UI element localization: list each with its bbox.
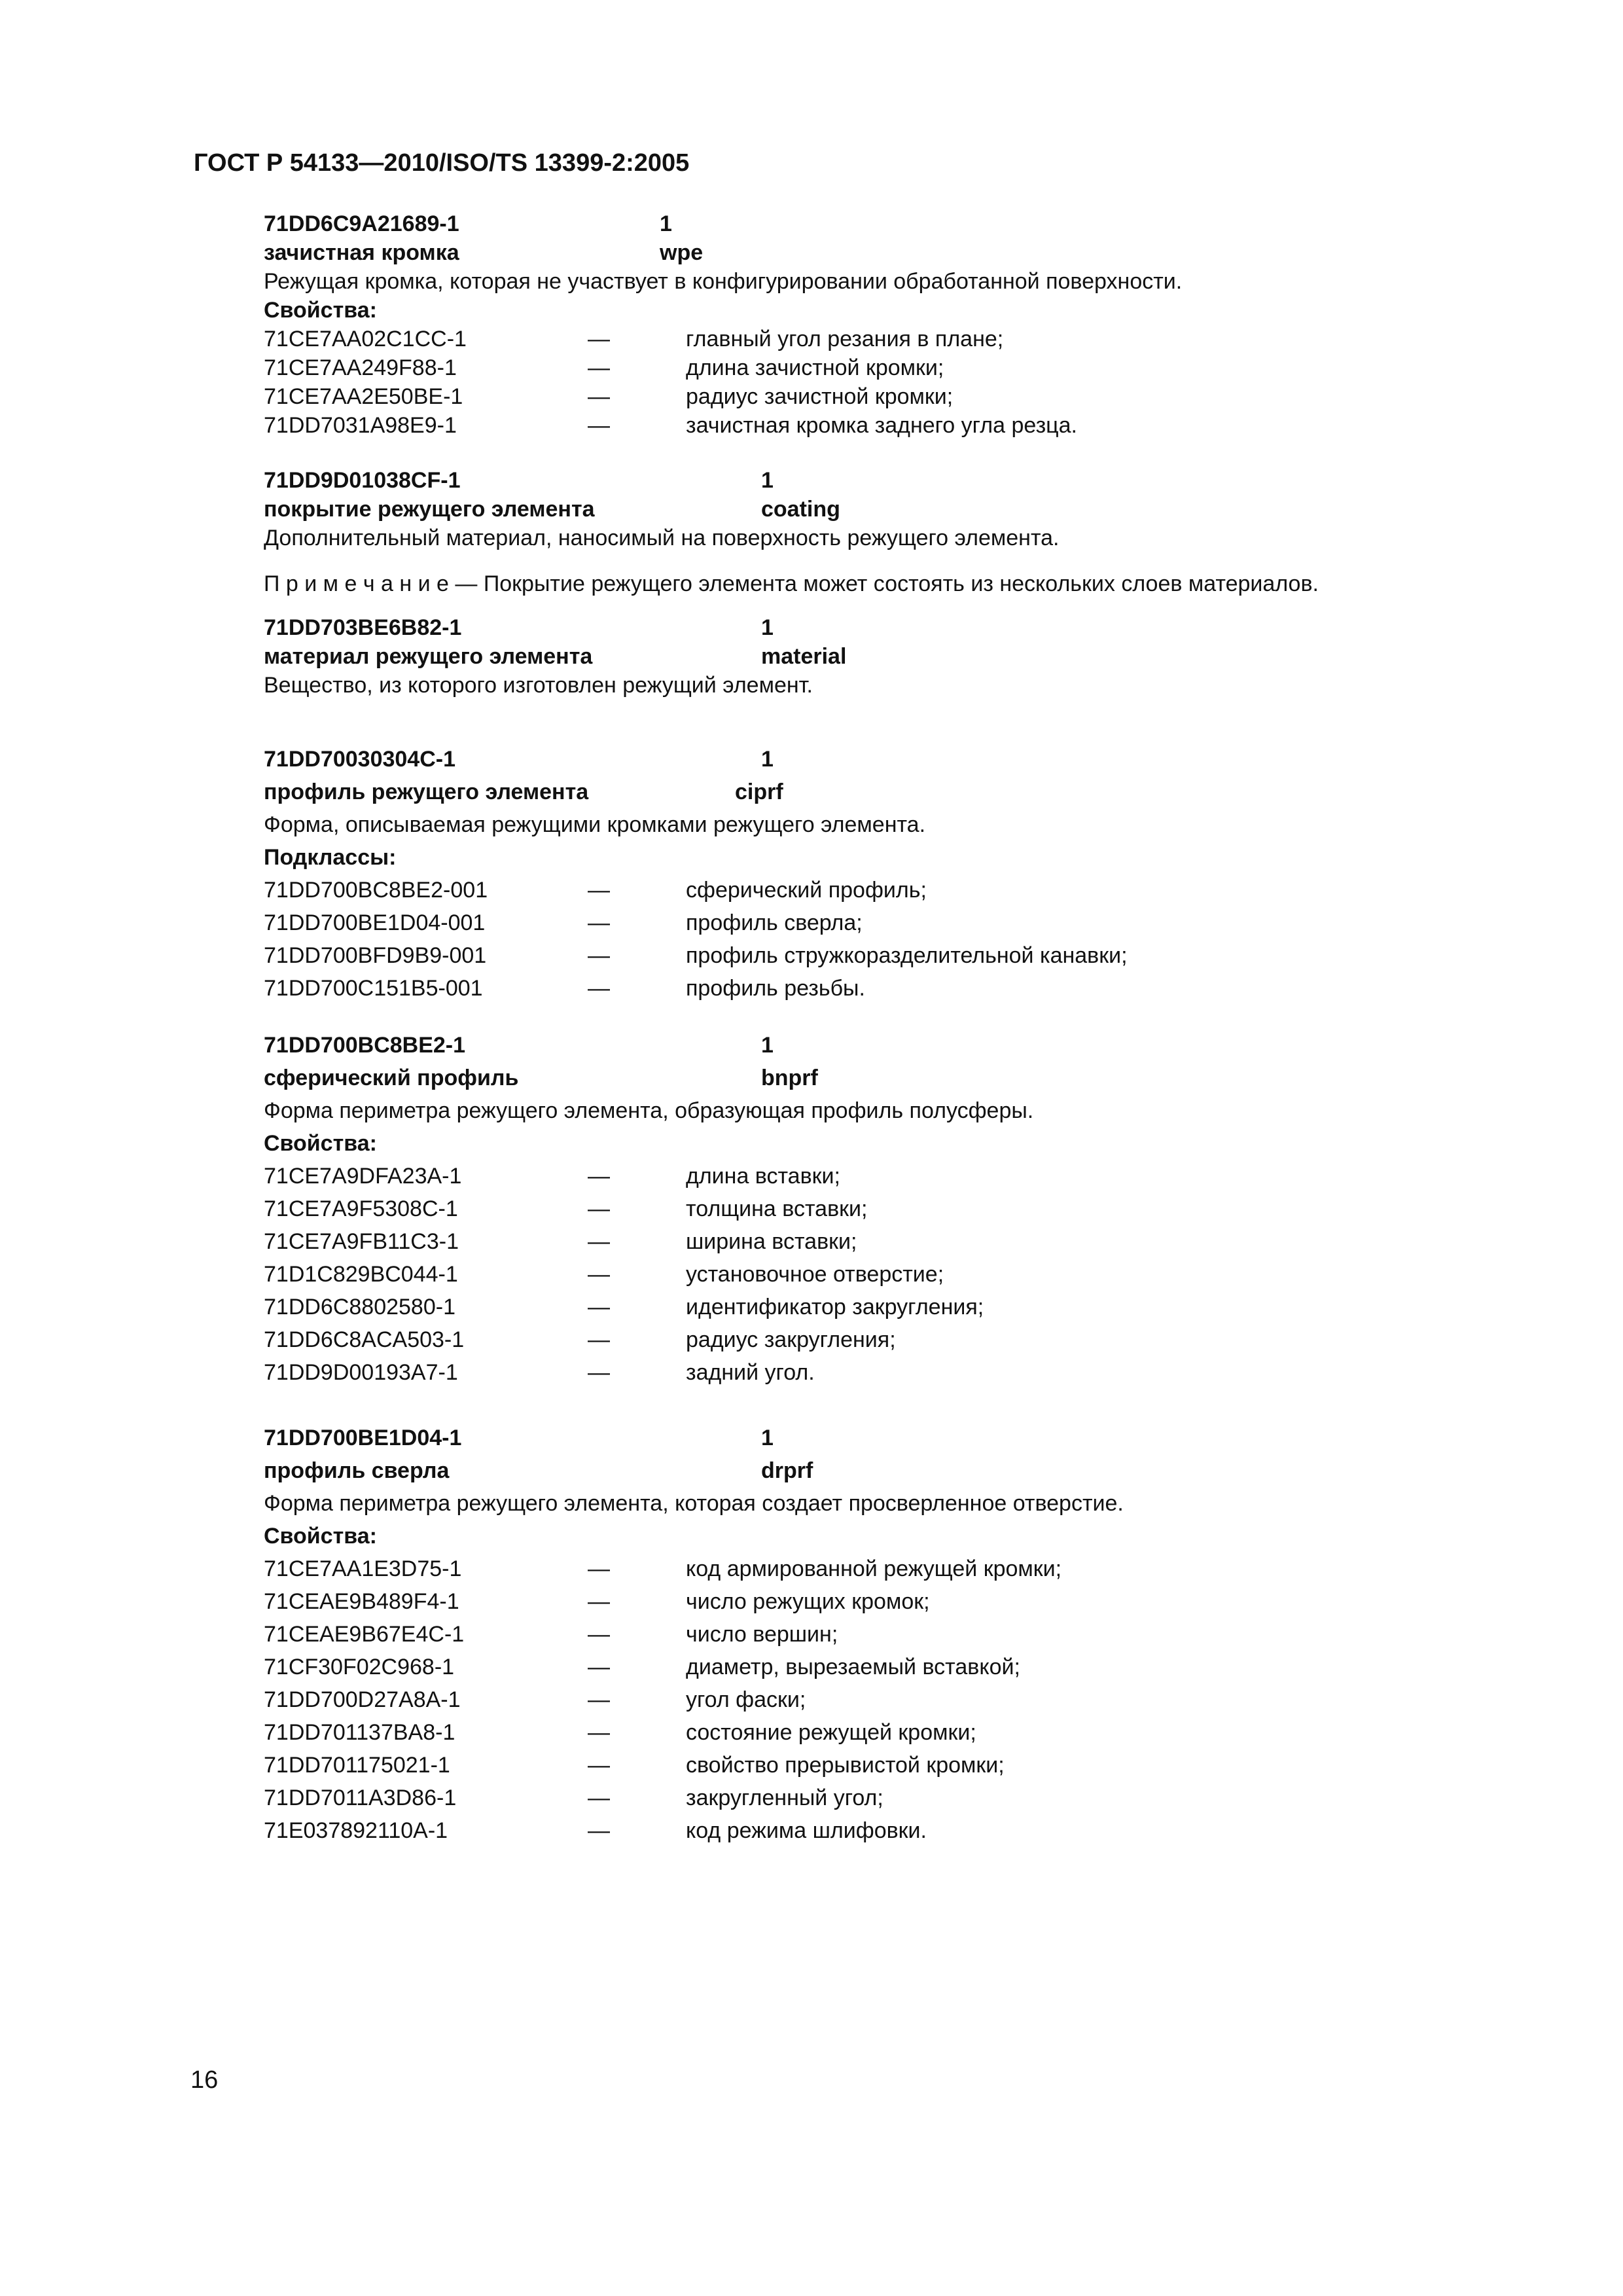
list-item bbox=[264, 939, 1507, 972]
item-dash: — bbox=[588, 1360, 610, 1385]
entry-insert-profile bbox=[264, 743, 1507, 1005]
list-item bbox=[264, 1716, 1507, 1749]
item-desc: свойство прерывистой кромки; bbox=[686, 1753, 1005, 1778]
item-desc: число режущих кромок; bbox=[686, 1589, 930, 1614]
item-code: 71DD6C8802580-1 bbox=[264, 1295, 455, 1319]
entry-note: П р и м е ч а н и е — Покрытие режущего элемента может состоять из нескольких слоев материалов. bbox=[264, 571, 1319, 596]
item-desc: сферический профиль; bbox=[686, 878, 927, 903]
entry-symbol: ciprf bbox=[735, 780, 783, 804]
item-desc: радиус закругления; bbox=[686, 1327, 896, 1352]
item-code: 71DD701137BA8-1 bbox=[264, 1720, 455, 1745]
entry-version: 1 bbox=[761, 615, 774, 640]
item-desc: длина зачистной кромки; bbox=[686, 355, 944, 380]
item-desc: диаметр, вырезаемый вставкой; bbox=[686, 1655, 1020, 1679]
item-code: 71CE7AA1E3D75-1 bbox=[264, 1556, 462, 1581]
item-dash: — bbox=[588, 910, 610, 935]
item-code: 71DD701175021-1 bbox=[264, 1753, 450, 1778]
item-dash: — bbox=[588, 384, 610, 409]
list-item bbox=[264, 1258, 1507, 1291]
item-desc: состояние режущей кромки; bbox=[686, 1720, 976, 1745]
list-item bbox=[264, 1585, 1507, 1618]
list-item bbox=[264, 411, 1507, 440]
list-label: Подклассы: bbox=[264, 845, 397, 870]
item-dash: — bbox=[588, 1655, 610, 1679]
item-code: 71DD9D00193A7-1 bbox=[264, 1360, 458, 1385]
item-desc: код режима шлифовки. bbox=[686, 1818, 927, 1843]
entry-symbol: drprf bbox=[761, 1458, 813, 1483]
entry-drill-profile bbox=[264, 1422, 1507, 1847]
item-dash: — bbox=[588, 1556, 610, 1581]
list-label: Свойства: bbox=[264, 298, 377, 323]
list-item bbox=[264, 1193, 1507, 1225]
entry-id: 71DD700BC8BE2-1 bbox=[264, 1033, 466, 1058]
item-desc: ширина вставки; bbox=[686, 1229, 857, 1254]
list-item bbox=[264, 1618, 1507, 1651]
entry-version: 1 bbox=[660, 211, 672, 236]
entry-definition: Дополнительный материал, наносимый на поверхность режущего элемента. bbox=[264, 526, 1060, 550]
item-desc: длина вставки; bbox=[686, 1164, 840, 1189]
item-dash: — bbox=[588, 1295, 610, 1319]
item-desc: толщина вставки; bbox=[686, 1196, 868, 1221]
item-dash: — bbox=[588, 1262, 610, 1287]
item-dash: — bbox=[588, 1229, 610, 1254]
entry-version: 1 bbox=[761, 747, 774, 772]
entry-version: 1 bbox=[761, 1426, 774, 1450]
item-desc: установочное отверстие; bbox=[686, 1262, 944, 1287]
entry-symbol: material bbox=[761, 644, 847, 669]
item-dash: — bbox=[588, 1589, 610, 1614]
list-item bbox=[264, 325, 1507, 353]
entry-id: 71DD70030304C-1 bbox=[264, 747, 455, 772]
entry-wiper-edge bbox=[264, 209, 1507, 440]
list-item bbox=[264, 1160, 1507, 1193]
item-dash: — bbox=[588, 1196, 610, 1221]
item-dash: — bbox=[588, 327, 610, 351]
entry-id: 71DD700BE1D04-1 bbox=[264, 1426, 462, 1450]
entry-name: профиль режущего элемента bbox=[264, 780, 589, 804]
list-item bbox=[264, 1323, 1507, 1356]
item-desc: профиль резьбы. bbox=[686, 976, 865, 1001]
item-dash: — bbox=[588, 1164, 610, 1189]
item-desc: закругленный угол; bbox=[686, 1785, 883, 1810]
item-dash: — bbox=[588, 1327, 610, 1352]
list-item bbox=[264, 906, 1507, 939]
item-code: 71CE7AA249F88-1 bbox=[264, 355, 457, 380]
item-dash: — bbox=[588, 976, 610, 1001]
entry-version: 1 bbox=[761, 468, 774, 493]
list-item bbox=[264, 1814, 1507, 1847]
list-item bbox=[264, 382, 1507, 411]
entry-version: 1 bbox=[761, 1033, 774, 1058]
item-code: 71DD700BFD9B9-001 bbox=[264, 943, 487, 968]
item-code: 71DD7031A98E9-1 bbox=[264, 413, 457, 438]
item-code: 71DD700BE1D04-001 bbox=[264, 910, 486, 935]
list-item bbox=[264, 1291, 1507, 1323]
document-header: ГОСТ Р 54133—2010/ISO/TS 13399-2:2005 bbox=[194, 149, 690, 177]
item-dash: — bbox=[588, 878, 610, 903]
item-dash: — bbox=[588, 943, 610, 968]
item-desc: задний угол. bbox=[686, 1360, 815, 1385]
list-item bbox=[264, 874, 1507, 906]
item-code: 71CEAE9B67E4C-1 bbox=[264, 1622, 465, 1647]
item-dash: — bbox=[588, 1622, 610, 1647]
entry-definition: Режущая кромка, которая не участвует в конфигурировании обработанной поверхности. bbox=[264, 269, 1183, 294]
entry-material bbox=[264, 613, 1507, 700]
item-desc: радиус зачистной кромки; bbox=[686, 384, 954, 409]
entry-name: покрытие режущего элемента bbox=[264, 497, 595, 522]
list-item bbox=[264, 1782, 1507, 1814]
item-code: 71CEAE9B489F4-1 bbox=[264, 1589, 459, 1614]
entry-name: сферический профиль bbox=[264, 1066, 519, 1090]
item-desc: число вершин; bbox=[686, 1622, 838, 1647]
item-code: 71CE7A9DFA23A-1 bbox=[264, 1164, 462, 1189]
item-desc: главный угол резания в плане; bbox=[686, 327, 1004, 351]
list-label: Свойства: bbox=[264, 1131, 377, 1156]
entry-name: зачистная кромка bbox=[264, 240, 459, 265]
item-desc: код армированной режущей кромки; bbox=[686, 1556, 1062, 1581]
item-code: 71CE7A9F5308C-1 bbox=[264, 1196, 458, 1221]
entry-symbol: bnprf bbox=[761, 1066, 818, 1090]
entry-definition: Форма периметра режущего элемента, которая создает просверленное отверстие. bbox=[264, 1491, 1124, 1516]
item-desc: идентификатор закругления; bbox=[686, 1295, 984, 1319]
item-code: 71CF30F02C968-1 bbox=[264, 1655, 455, 1679]
item-code: 71CE7AA2E50BE-1 bbox=[264, 384, 463, 409]
item-dash: — bbox=[588, 355, 610, 380]
item-code: 71E037892110A-1 bbox=[264, 1818, 448, 1843]
entry-symbol: wpe bbox=[660, 240, 704, 265]
item-code: 71CE7AA02C1CC-1 bbox=[264, 327, 467, 351]
entry-definition: Форма периметра режущего элемента, образующая профиль полусферы. bbox=[264, 1098, 1034, 1123]
item-dash: — bbox=[588, 1753, 610, 1778]
entry-id: 71DD703BE6B82-1 bbox=[264, 615, 462, 640]
item-code: 71DD700C151B5-001 bbox=[264, 976, 483, 1001]
list-label: Свойства: bbox=[264, 1524, 377, 1549]
item-desc: профиль сверла; bbox=[686, 910, 863, 935]
item-desc: зачистная кромка заднего угла резца. bbox=[686, 413, 1077, 438]
entry-id: 71DD9D01038CF-1 bbox=[264, 468, 461, 493]
item-code: 71DD6C8ACA503-1 bbox=[264, 1327, 465, 1352]
item-code: 71DD700D27A8A-1 bbox=[264, 1687, 461, 1712]
item-desc: угол фаски; bbox=[686, 1687, 806, 1712]
entry-definition: Форма, описываемая режущими кромками режущего элемента. bbox=[264, 812, 926, 837]
list-item bbox=[264, 1356, 1507, 1389]
item-dash: — bbox=[588, 1687, 610, 1712]
list-item bbox=[264, 353, 1507, 382]
entry-name: профиль сверла bbox=[264, 1458, 450, 1483]
item-code: 71DD700BC8BE2-001 bbox=[264, 878, 488, 903]
item-dash: — bbox=[588, 1720, 610, 1745]
item-code: 71DD7011A3D86-1 bbox=[264, 1785, 457, 1810]
list-item bbox=[264, 972, 1507, 1005]
entry-symbol: coating bbox=[761, 497, 840, 522]
list-item bbox=[264, 1552, 1507, 1585]
item-dash: — bbox=[588, 1785, 610, 1810]
list-item bbox=[264, 1749, 1507, 1782]
entry-definition: Вещество, из которого изготовлен режущий элемент. bbox=[264, 673, 813, 698]
item-code: 71D1C829BC044-1 bbox=[264, 1262, 458, 1287]
list-item bbox=[264, 1225, 1507, 1258]
list-item bbox=[264, 1651, 1507, 1683]
item-desc: профиль стружкоразделительной канавки; bbox=[686, 943, 1128, 968]
entry-name: материал режущего элемента bbox=[264, 644, 593, 669]
list-item bbox=[264, 1683, 1507, 1716]
entry-ball-nose-profile bbox=[264, 1029, 1507, 1389]
entry-coating bbox=[264, 466, 1507, 598]
entry-id: 71DD6C9A21689-1 bbox=[264, 211, 459, 236]
item-dash: — bbox=[588, 1818, 610, 1843]
item-code: 71CE7A9FB11C3-1 bbox=[264, 1229, 459, 1254]
item-dash: — bbox=[588, 413, 610, 438]
page-number: 16 bbox=[190, 2066, 219, 2094]
